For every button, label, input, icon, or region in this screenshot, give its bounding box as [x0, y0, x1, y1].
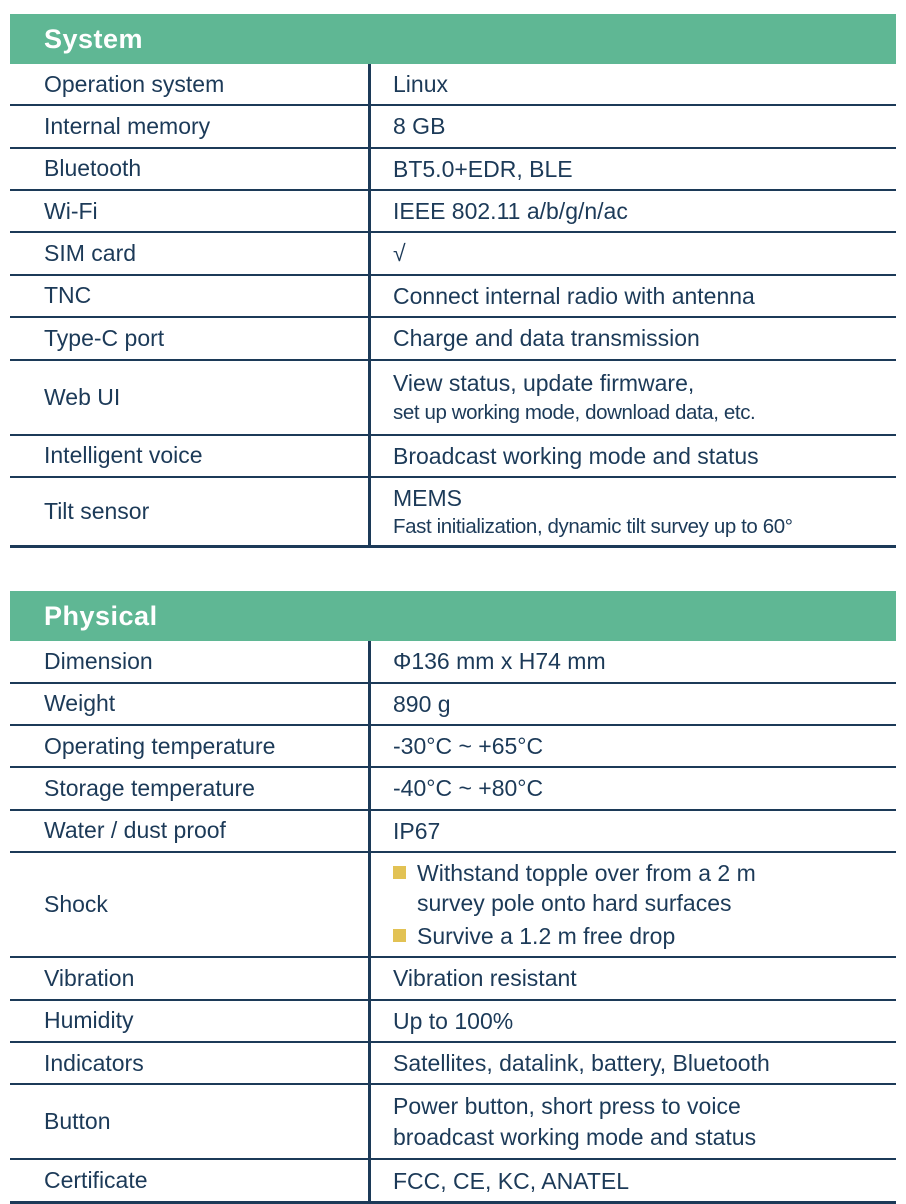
row-label: Water / dust proof: [44, 817, 226, 844]
spec-row: [10, 1001, 896, 1043]
spec-row: [10, 811, 896, 853]
row-value: [368, 149, 896, 189]
spec-row: [10, 276, 896, 318]
row-label: Intelligent voice: [44, 442, 203, 469]
bullet-square-icon: [393, 929, 406, 942]
spec-row: [10, 726, 896, 768]
row-value: [368, 1160, 896, 1201]
row-value: [368, 436, 896, 476]
row-value: [368, 64, 896, 104]
value-text: Broadcast working mode and status: [393, 442, 759, 469]
spec-row: [10, 149, 896, 191]
bullet-text: Survive a 1.2 m free drop: [417, 922, 676, 949]
checkmark-glyph: √: [393, 240, 406, 267]
row-value: [368, 233, 896, 273]
bullet-item: [393, 858, 890, 919]
row-label: TNC: [44, 282, 92, 309]
value-text: -30°C ~ +65°C: [393, 733, 544, 759]
row-value: [368, 641, 896, 681]
spec-row: [10, 1160, 896, 1204]
row-value: [368, 361, 896, 434]
row-label: Weight: [44, 690, 116, 717]
value-line: View status, update firmware,: [393, 370, 695, 397]
section-header-system: [10, 14, 896, 64]
row-label: Operating temperature: [44, 732, 276, 759]
value-text: Vibration resistant: [393, 965, 577, 992]
value-text: IEEE 802.11 a/b/g/n/ac: [393, 198, 628, 225]
value-line: set up working mode, download data, etc.: [393, 400, 756, 424]
spec-row: [10, 233, 896, 275]
bullet-item: [393, 921, 890, 951]
row-value: [368, 684, 896, 724]
spec-row: [10, 853, 896, 958]
value-text: Φ136 mm x H74 mm: [393, 648, 606, 675]
row-label: Type-C port: [44, 324, 165, 351]
row-label: Humidity: [44, 1007, 134, 1034]
spec-row: [10, 436, 896, 478]
section-header-physical: [10, 591, 896, 641]
row-label: Shock: [44, 891, 108, 918]
value-text: Linux: [393, 71, 448, 97]
section-physical: [10, 591, 896, 1204]
row-label: Storage temperature: [44, 775, 255, 802]
row-value: [368, 106, 896, 146]
spec-row: [10, 106, 896, 148]
value-line: Fast initialization, dynamic tilt survey up to 60°: [393, 515, 793, 539]
spec-row: [10, 191, 896, 233]
value-text: Satellites, datalink, battery, Bluetooth: [393, 1049, 770, 1076]
row-value: [368, 318, 896, 358]
spec-row: [10, 958, 896, 1000]
spec-row: [10, 478, 896, 548]
value-line: broadcast working mode and status: [393, 1123, 757, 1150]
row-label: Bluetooth: [44, 155, 142, 182]
value-text: 890 g: [393, 690, 451, 717]
spec-row: [10, 361, 896, 436]
value-text: -40°C ~ +80°C: [393, 775, 544, 802]
row-value: [368, 478, 896, 545]
row-value: [368, 1043, 896, 1083]
row-value: [368, 811, 896, 851]
row-value: [368, 1085, 896, 1158]
value-text: FCC, CE, KC, ANATEL: [393, 1167, 630, 1194]
spec-row: [10, 64, 896, 106]
spec-row: [10, 1043, 896, 1085]
value-text: 8 GB: [393, 113, 446, 140]
row-value: [368, 768, 896, 808]
row-value: [368, 191, 896, 231]
row-label: Button: [44, 1108, 111, 1135]
value-text: BT5.0+EDR, BLE: [393, 155, 573, 182]
row-value: [368, 853, 896, 956]
spec-row: [10, 318, 896, 360]
row-label: SIM card: [44, 240, 137, 267]
value-line: Power button, short press to voice: [393, 1093, 741, 1120]
row-value: [368, 958, 896, 998]
row-label: Web UI: [44, 383, 121, 410]
row-label: Indicators: [44, 1049, 144, 1076]
value-text: Connect internal radio with antenna: [393, 282, 755, 309]
value-line: MEMS: [393, 484, 462, 511]
bullet-text: Withstand topple over from a 2 m survey pole onto hard surfaces: [417, 860, 756, 917]
row-label: Operation system: [44, 70, 225, 97]
row-value: [368, 726, 896, 766]
row-label: Dimension: [44, 647, 153, 674]
row-label: Tilt sensor: [44, 498, 150, 525]
section-title: Physical: [44, 600, 158, 631]
row-label: Internal memory: [44, 113, 211, 140]
row-label: Certificate: [44, 1167, 148, 1194]
row-value: [368, 1001, 896, 1041]
row-label: Wi-Fi: [44, 197, 98, 224]
spec-row: [10, 684, 896, 726]
spec-table-system: [10, 64, 896, 548]
spec-row: [10, 641, 896, 683]
value-text: Charge and data transmission: [393, 325, 700, 352]
value-text: IP67: [393, 817, 441, 844]
spec-row: [10, 768, 896, 810]
bullet-square-icon: [393, 866, 406, 879]
value-text: Up to 100%: [393, 1007, 514, 1034]
section-system: [10, 14, 896, 548]
row-value: [368, 276, 896, 316]
section-title: System: [44, 23, 144, 54]
row-label: Vibration: [44, 964, 135, 991]
spec-row: [10, 1085, 896, 1160]
spec-table-physical: [10, 641, 896, 1204]
